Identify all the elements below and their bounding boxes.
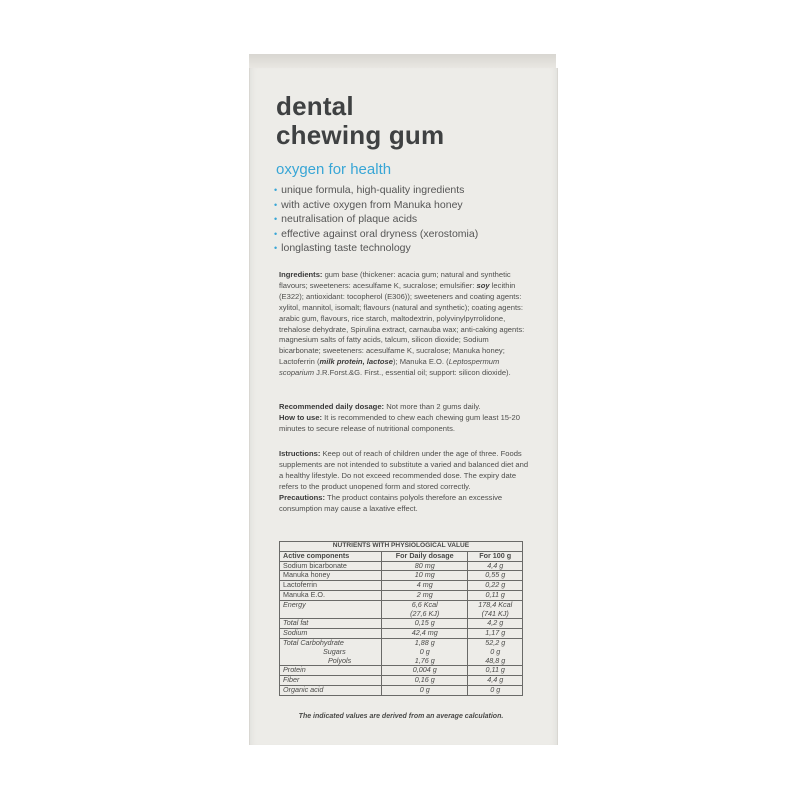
table-row: Organic acid 0 g 0 g [280, 685, 523, 695]
table-row-energy: Energy 6,6 Kcal (27,6 KJ) 178,4 Kcal (741 KJ) [280, 600, 523, 619]
product-title [276, 92, 444, 150]
table-row: Fiber 0,16 g 4,4 g [280, 676, 523, 686]
ingredients-label: Ingredients: [279, 270, 323, 279]
bullet-icon: • [274, 228, 278, 239]
column-header: For Daily dosage [382, 551, 468, 561]
feature-item: • neutralisation of plaque acids [274, 213, 418, 225]
allergen-soy: soy [476, 280, 490, 290]
title-line-1: dental [276, 91, 354, 121]
feature-list [274, 183, 478, 256]
feature-item: • longlasting taste technology [274, 242, 411, 254]
table-row: Total fat 0,15 g 4,2 g [280, 619, 523, 629]
box-top-flap [249, 54, 556, 68]
product-box-back [249, 68, 558, 745]
calculation-note: The indicated values are derived from an average calculation. [298, 713, 504, 720]
feature-item: • with active oxygen from Manuka honey [274, 198, 463, 211]
feature-item: • effective against oral dryness (xerostomia) [274, 227, 479, 240]
feature-item: • unique formula, high-quality ingredients [274, 184, 465, 196]
nutrition-table-wrap [279, 541, 523, 696]
instructions-label: Istructions: [279, 449, 321, 458]
howto-label: How to use: [279, 412, 323, 422]
bullet-icon: • [274, 185, 278, 195]
table-row: Manuka E.O. 2 mg 0,11 g [280, 590, 523, 600]
table-header-row [280, 551, 523, 561]
instructions-section: Istructions: Keep out of reach of children under the age of three. Foods supplements are not intended to substitute a varied and balanced diet and a healthy lifestyle. Do not exceed recommended dose. The expiry date refers to the product unopened form and stored correctly. Precautions: The product contains polyols therefore an excessive consumption may cause a laxative effect. [279, 449, 529, 513]
table-row: Protein 0,004 g 0,11 g [280, 666, 523, 676]
allergen-milk: milk protein, lactose [319, 357, 393, 367]
precautions-label: Precautions: [279, 492, 325, 502]
nutrition-heading: NUTRIENTS WITH PHYSIOLOGICAL VALUE [280, 542, 523, 552]
column-header: For 100 g [468, 551, 523, 561]
dosage-label: Recommended daily dosage: [279, 402, 385, 411]
column-header: Active components [280, 551, 382, 561]
table-row: Lactoferrin 4 mg 0,22 g [280, 581, 523, 591]
product-subtitle: oxygen for health [276, 161, 392, 178]
latin-name: Leptospermum scoparium [279, 357, 500, 378]
ingredients-section: Ingredients: gum base (thickener: acacia gum; natural and synthetic flavours; sweeteners: acesulfame K, sucralose; emulsifier: soy lecithin (E322); antioxidant: tocopherol (E306)); sweeteners and coating agents: xylitol, mannitol, isomalt; flavours (natural and synthetic); coating agents: arabic gum, flavours, rice starch, maltodextrin, polyvinylpyrrolidone, trehalose dehydrate, Spirulina extract, carnauba wax; anti-caking agents: magnesium salts of fatty acids, talcum, silicon dioxide; Sodium bicarbonate; sweeteners: acesulfame K, sucralose; Manuka honey; Lactoferrin (milk protein, lactose); Manuka E.O. (Leptospermum scoparium J.R.Forst.&G. First., essential oil; support: silicon dioxide). [279, 270, 525, 378]
bullet-icon: • [274, 243, 278, 253]
title-line-2: chewing gum [276, 120, 445, 150]
bullet-icon: • [274, 199, 278, 210]
table-row: Sodium bicarbonate 80 mg 4,4 g [280, 561, 523, 571]
nutrition-table [279, 541, 523, 696]
table-row-carbs: Total Carbohydrate Sugars Polyols 1,88 g 0 g 1,76 g 52,2 g 0 g 48,8 g [280, 638, 523, 665]
bullet-icon: • [274, 214, 278, 224]
table-row: Sodium 42,4 mg 1,17 g [280, 629, 523, 639]
table-row: Manuka honey 10 mg 0,55 g [280, 571, 523, 581]
dosage-section: Recommended daily dosage: Not more than 2 gums daily. How to use: It is recommended to chew each chewing gum least 15-20 minutes to secure release of nutritional components. [279, 402, 520, 433]
